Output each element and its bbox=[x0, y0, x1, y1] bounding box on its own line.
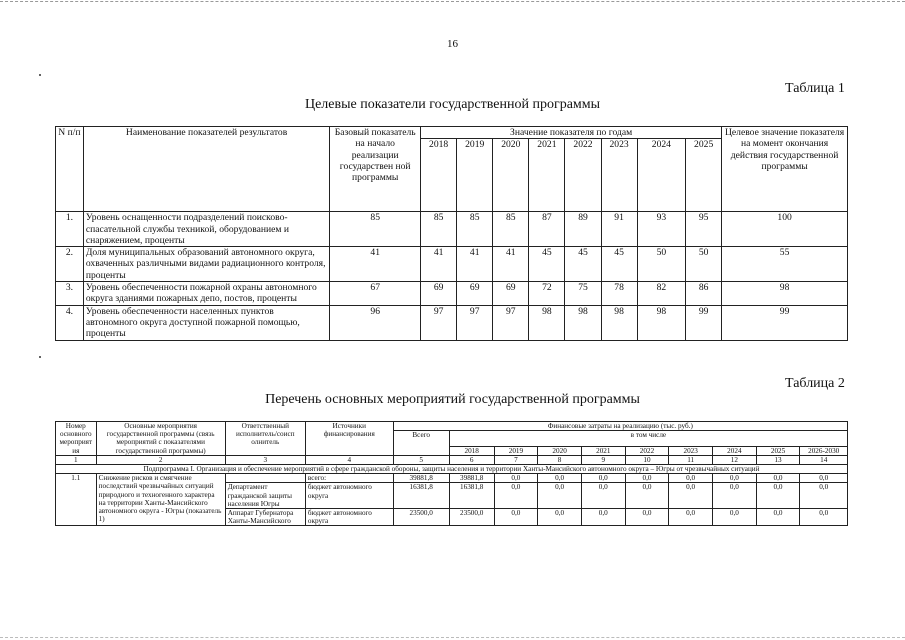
column-number: 6 bbox=[449, 455, 494, 464]
year-value: 97 bbox=[493, 305, 529, 340]
year-header: 2022 bbox=[565, 139, 601, 212]
year-header: 2019 bbox=[494, 446, 538, 455]
target-value: 100 bbox=[722, 212, 848, 247]
column-number: 1 bbox=[56, 455, 97, 464]
year-header: 2025 bbox=[756, 446, 800, 455]
year-value: 98 bbox=[601, 305, 637, 340]
column-number: 2 bbox=[96, 455, 225, 464]
year-value: 78 bbox=[601, 282, 637, 306]
year-value: 0,0 bbox=[494, 474, 538, 483]
year-value: 16381,8 bbox=[449, 483, 494, 509]
year-value: 0,0 bbox=[625, 483, 669, 509]
total-value: 23500,0 bbox=[393, 509, 449, 526]
year-value: 45 bbox=[529, 247, 565, 282]
indicator-name: Уровень обеспеченности населенных пунктов автономного округа доступной пожарной помощью, проценты bbox=[83, 305, 329, 340]
column-number: 13 bbox=[756, 455, 800, 464]
year-value: 98 bbox=[529, 305, 565, 340]
subprogram-row bbox=[56, 465, 848, 474]
year-value: 41 bbox=[421, 247, 457, 282]
column-number: 12 bbox=[713, 455, 757, 464]
year-value: 0,0 bbox=[800, 474, 848, 483]
activity-num: 1.1 bbox=[56, 474, 97, 526]
year-value: 69 bbox=[457, 282, 493, 306]
column-number: 9 bbox=[581, 455, 625, 464]
column-number: 4 bbox=[305, 455, 393, 464]
year-value: 85 bbox=[421, 212, 457, 247]
header-target-value: Целевое значение показателя на момент окончания действия государственной программы bbox=[722, 127, 848, 212]
year-value: 41 bbox=[457, 247, 493, 282]
year-value: 0,0 bbox=[494, 509, 538, 526]
year-value: 85 bbox=[457, 212, 493, 247]
main-activities-table bbox=[55, 421, 848, 526]
target-value: 99 bbox=[722, 305, 848, 340]
year-value: 0,0 bbox=[800, 483, 848, 509]
header-activity-num: Номер основного мероприят ия bbox=[56, 422, 97, 456]
target-value: 98 bbox=[722, 282, 848, 306]
year-value: 86 bbox=[686, 282, 722, 306]
year-value: 0,0 bbox=[581, 509, 625, 526]
year-value: 0,0 bbox=[581, 483, 625, 509]
year-header: 2023 bbox=[601, 139, 637, 212]
year-header: 2021 bbox=[529, 139, 565, 212]
year-value: 0,0 bbox=[669, 474, 713, 483]
column-number: 11 bbox=[669, 455, 713, 464]
header-financial-costs: Финансовые затраты на реализацию (тыс. руб.) bbox=[393, 422, 847, 431]
scan-speck bbox=[39, 74, 41, 76]
table1-header-row bbox=[56, 127, 848, 139]
year-value: 0,0 bbox=[800, 509, 848, 526]
header-num: N п/п bbox=[56, 127, 84, 212]
column-number: 7 bbox=[494, 455, 538, 464]
header-sources: Источники финансирования bbox=[305, 422, 393, 456]
base-value: 85 bbox=[330, 212, 421, 247]
year-value: 0,0 bbox=[625, 474, 669, 483]
year-value: 99 bbox=[686, 305, 722, 340]
header-activities: Основные мероприятия государственной программы (связь мероприятий с показателями государственной программы) bbox=[96, 422, 225, 456]
year-value: 45 bbox=[565, 247, 601, 282]
table1-title: Целевые показатели государственной программы bbox=[304, 97, 601, 112]
indicator-name: Уровень оснащенности подразделений поисково-спасательной службы техникой, оборудованием и снаряжением, проценты bbox=[83, 212, 329, 247]
year-value: 98 bbox=[565, 305, 601, 340]
table2-column-numbers-row bbox=[56, 455, 848, 464]
activity-name: Снижение рисков и смягчение последствий чрезвычайных ситуаций природного и техногенного характера на территории Ханты-Мансийского автономного округа - Югры (показатель 1) bbox=[96, 474, 225, 526]
header-values-by-year: Значение показателя по годам bbox=[421, 127, 722, 139]
year-value: 75 bbox=[565, 282, 601, 306]
year-header: 2024 bbox=[637, 139, 685, 212]
financing-source: всего: bbox=[305, 474, 393, 483]
year-value: 50 bbox=[637, 247, 685, 282]
financing-source: бюджет автономного округа bbox=[305, 509, 393, 526]
base-value: 67 bbox=[330, 282, 421, 306]
year-value: 91 bbox=[601, 212, 637, 247]
year-value: 89 bbox=[565, 212, 601, 247]
year-value: 97 bbox=[421, 305, 457, 340]
row-num: 1. bbox=[56, 212, 84, 247]
year-value: 85 bbox=[493, 212, 529, 247]
year-value: 0,0 bbox=[713, 483, 757, 509]
year-value: 0,0 bbox=[625, 509, 669, 526]
year-header: 2019 bbox=[457, 139, 493, 212]
year-header: 2020 bbox=[538, 446, 582, 455]
year-value: 87 bbox=[529, 212, 565, 247]
target-indicators-table bbox=[55, 126, 848, 341]
year-value: 0,0 bbox=[669, 483, 713, 509]
header-including: в том числе bbox=[449, 431, 847, 446]
responsible-executor bbox=[225, 474, 305, 483]
scan-speck bbox=[39, 356, 41, 358]
indicator-name: Уровень обеспеченности пожарной охраны автономного округа зданиями пожарных депо, постов, проценты bbox=[83, 282, 329, 306]
year-header: 2021 bbox=[581, 446, 625, 455]
year-header: 2018 bbox=[449, 446, 494, 455]
year-value: 0,0 bbox=[538, 483, 582, 509]
header-base-value: Базовый показатель на начало реализации государствен ной программы bbox=[330, 127, 421, 212]
column-number: 10 bbox=[625, 455, 669, 464]
year-value: 95 bbox=[686, 212, 722, 247]
table2-header-row bbox=[56, 422, 848, 431]
target-value: 55 bbox=[722, 247, 848, 282]
table-row bbox=[56, 474, 848, 483]
header-total: Всего bbox=[393, 431, 449, 456]
column-number: 14 bbox=[800, 455, 848, 464]
year-header: 2025 bbox=[686, 139, 722, 212]
scan-bottom-edge bbox=[0, 637, 905, 638]
year-header: 2024 bbox=[713, 446, 757, 455]
responsible-executor: Аппарат Губернатора Ханты-Мансийского bbox=[225, 509, 305, 526]
header-indicator-name: Наименование показателей результатов bbox=[83, 127, 329, 212]
year-value: 93 bbox=[637, 212, 685, 247]
year-header: 2018 bbox=[421, 139, 457, 212]
year-value: 72 bbox=[529, 282, 565, 306]
year-value: 97 bbox=[457, 305, 493, 340]
year-value: 0,0 bbox=[713, 474, 757, 483]
base-value: 41 bbox=[330, 247, 421, 282]
table-row bbox=[56, 212, 848, 247]
year-value: 23500,0 bbox=[449, 509, 494, 526]
year-value: 0,0 bbox=[713, 509, 757, 526]
year-value: 0,0 bbox=[756, 509, 800, 526]
row-num: 3. bbox=[56, 282, 84, 306]
year-value: 39881,8 bbox=[449, 474, 494, 483]
year-header: 2020 bbox=[493, 139, 529, 212]
year-value: 0,0 bbox=[669, 509, 713, 526]
year-header: 2026-2030 bbox=[800, 446, 848, 455]
scan-top-edge bbox=[0, 1, 905, 2]
year-value: 0,0 bbox=[538, 474, 582, 483]
total-value: 39881,8 bbox=[393, 474, 449, 483]
table2-title: Перечень основных мероприятий государственной программы bbox=[265, 392, 640, 407]
base-value: 96 bbox=[330, 305, 421, 340]
year-value: 82 bbox=[637, 282, 685, 306]
responsible-executor: Департамент гражданской защиты населения Югры bbox=[225, 483, 305, 509]
year-value: 0,0 bbox=[756, 483, 800, 509]
page-number: 16 bbox=[447, 38, 458, 50]
year-header: 2023 bbox=[669, 446, 713, 455]
row-num: 4. bbox=[56, 305, 84, 340]
year-value: 0,0 bbox=[538, 509, 582, 526]
year-value: 0,0 bbox=[581, 474, 625, 483]
column-number: 8 bbox=[538, 455, 582, 464]
year-value: 0,0 bbox=[494, 483, 538, 509]
year-value: 50 bbox=[686, 247, 722, 282]
table2-label: Таблица 2 bbox=[785, 376, 845, 391]
row-num: 2. bbox=[56, 247, 84, 282]
year-value: 41 bbox=[493, 247, 529, 282]
table1-label: Таблица 1 bbox=[785, 81, 845, 96]
total-value: 16381,8 bbox=[393, 483, 449, 509]
table-row bbox=[56, 305, 848, 340]
indicator-name: Доля муниципальных образований автономного округа, охваченных различными видами радиационного контроля, проценты bbox=[83, 247, 329, 282]
year-value: 69 bbox=[493, 282, 529, 306]
financing-source: бюджет автономного округа bbox=[305, 483, 393, 509]
column-number: 3 bbox=[225, 455, 305, 464]
year-value: 0,0 bbox=[756, 474, 800, 483]
year-value: 98 bbox=[637, 305, 685, 340]
year-value: 69 bbox=[421, 282, 457, 306]
header-responsible: Ответственный исполнитель/соисп олнитель bbox=[225, 422, 305, 456]
column-number: 5 bbox=[393, 455, 449, 464]
table-row bbox=[56, 247, 848, 282]
year-header: 2022 bbox=[625, 446, 669, 455]
table-row bbox=[56, 282, 848, 306]
year-value: 45 bbox=[601, 247, 637, 282]
subprogram-title: Подпрограмма I. Организация и обеспечение мероприятий в сфере гражданской обороны, защиты населения и территории Ханты-Мансийского автономного округа – Югры от чрезвычайных ситуаций bbox=[56, 465, 848, 474]
